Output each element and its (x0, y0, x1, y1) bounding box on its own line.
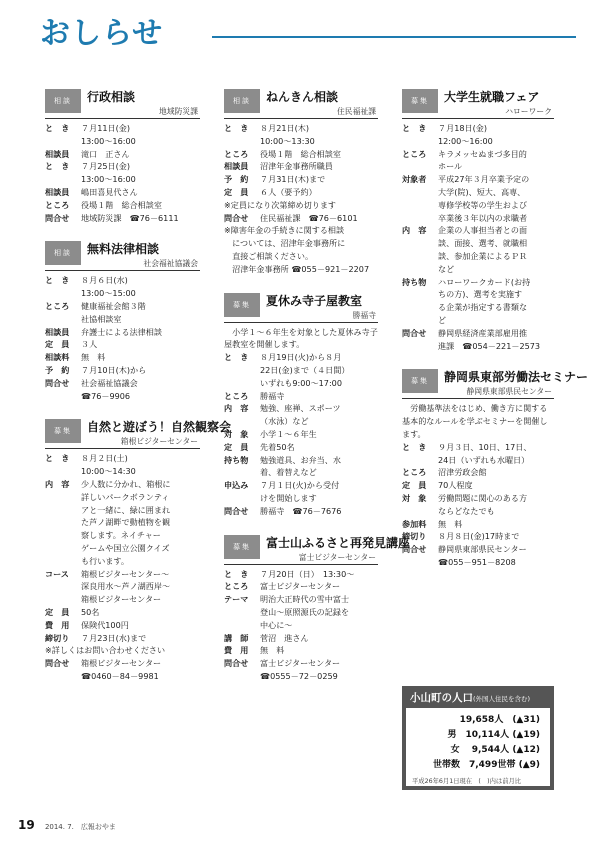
info-value: ３人 (81, 339, 98, 350)
info-label: 内 容 (402, 225, 427, 236)
info-row (224, 402, 378, 428)
info-value: ７月31日(木)まで (260, 174, 326, 185)
population-households: 世帯数 7,499世帯 (▲9) (432, 760, 540, 770)
section-muryo-houritsu (45, 238, 200, 402)
info-value: 社会福祉協議会 ☎76－9906 (81, 377, 138, 401)
info-label: 問合せ (224, 212, 249, 223)
info-value: 先着50名 (260, 441, 295, 452)
info-value: 50名 (81, 606, 100, 617)
section-nenkin-soudan (224, 86, 378, 276)
section-header (224, 532, 411, 568)
section-title: 無料法律相談 (87, 242, 160, 257)
column-middle (224, 86, 411, 697)
section-daigakusei-fair (402, 86, 554, 352)
section-note: ※定員になり次第締め切ります (224, 199, 337, 210)
info-value: 健康福祉会館３階 社協相談室 (81, 300, 146, 324)
info-value: 滝口 正さん (81, 148, 130, 159)
population-male: 男 10,114人 (▲19) (447, 730, 540, 740)
info-row (224, 441, 378, 454)
info-value: ８月２日(土) 10:00～14:30 (81, 453, 136, 477)
info-value: 富士ビジターセンター ☎0555－72－0259 (260, 658, 341, 681)
info-row (45, 274, 200, 300)
info-value: ６人（要予約） (260, 186, 317, 197)
population-stats (406, 708, 550, 786)
info-label: 定 員 (402, 480, 427, 491)
info-label: ところ (45, 300, 70, 311)
info-label: 定 員 (45, 606, 70, 617)
info-label: ところ (402, 148, 427, 159)
category-tag: 募集 (224, 535, 260, 559)
info-label: と き (45, 123, 70, 133)
page-number: 19 (18, 818, 35, 832)
section-fujisan-kouza (224, 532, 411, 683)
info-value: 明治大正時代の雪中富士 登山～原照源氏の記録を 中心に～ (260, 594, 350, 630)
info-label: 締切り (45, 632, 70, 643)
section-header (45, 416, 232, 452)
info-value: 嶋田喜見代さん (81, 186, 138, 197)
info-value: 役場１階 総合相談室 (260, 148, 341, 159)
section-title: 静岡県東部労働法セミナー (444, 370, 589, 385)
info-value: 小学１～６年生 (260, 428, 317, 439)
info-label: 申込み (224, 480, 249, 491)
info-row (224, 454, 378, 480)
info-label: と き (45, 453, 70, 464)
info-value: 箱根ビジターセンター ☎0460－84－9981 (81, 658, 162, 681)
info-label: 対 象 (224, 428, 249, 439)
info-label: 相談員 (45, 186, 70, 197)
info-value: 役場１階 総合相談室 (81, 199, 162, 210)
section-organizer: 地域防災課 (159, 107, 198, 116)
info-row (45, 199, 200, 212)
info-value: ９月３日、10日、17日、 24日（いずれも水曜日） (438, 441, 532, 465)
population-female: 女 9,544人 (▲12) (450, 745, 540, 755)
info-label: コース (45, 568, 69, 579)
info-label: ところ (224, 581, 249, 592)
info-row (224, 568, 378, 581)
info-row (45, 212, 200, 225)
section-title: 自然と遊ぼう！自然観察会 (87, 420, 232, 435)
info-value: 70人程度 (438, 480, 473, 491)
info-label: 相談員 (45, 326, 70, 337)
section-title: 大学生就職フェア (444, 90, 540, 104)
info-row (402, 224, 554, 275)
info-label: 相談員 (45, 148, 70, 159)
info-row (224, 657, 378, 683)
info-value: ７月25日(金) 13:00～16:00 (81, 161, 136, 185)
info-row (224, 351, 378, 389)
section-note: ※詳しくはお問い合わせください (45, 645, 166, 656)
info-label: と き (224, 568, 249, 579)
info-label: 締切り (402, 531, 427, 542)
section-organizer: 箱根ビジターセンター (120, 437, 198, 447)
info-label: 定 員 (224, 186, 249, 197)
info-label: ところ (224, 148, 249, 159)
info-row (224, 428, 378, 441)
info-value: 無 料 (260, 645, 285, 656)
column-right (402, 86, 589, 583)
population-subtitle: (外国人住民を含む) (473, 695, 531, 703)
info-label: 対象者 (402, 174, 427, 185)
info-value: 沼津労政会館 (438, 467, 487, 478)
population-note: 平成26年6月1日現在 ( )内は前月比 (412, 778, 522, 785)
info-value: 平成27年３月卒業予定の 大学(院)、短大、高専、 専修学校等の学生および 卒業後３年以内の求職者 (438, 174, 530, 223)
section-organizer: 勝福寺 (352, 310, 376, 320)
info-value: ８月21日(木) 10:00～13:30 (260, 123, 315, 146)
info-label: と き (402, 441, 427, 452)
info-row (402, 518, 554, 531)
info-row (402, 327, 554, 353)
info-value: 勉強道具、お弁当、水 着、着替えなど (260, 454, 341, 478)
info-row (402, 276, 554, 327)
info-value: 富士ビジターセンター (260, 581, 341, 592)
section-header (224, 290, 378, 326)
info-value: 労働問題に関心のある方 ならどなたでも (438, 492, 528, 516)
info-row (45, 452, 200, 478)
info-label: ところ (45, 199, 70, 210)
info-value: ７月20日（日） 13:30～ (260, 568, 355, 579)
info-value: ７月10日(木)から (81, 364, 147, 375)
info-row (402, 492, 554, 518)
info-value: 勉強、座禅、スポーツ （水泳）など (260, 403, 341, 427)
info-value: 保険代100円 (81, 619, 129, 630)
info-row (224, 186, 378, 199)
section-shizen-kansatsu (45, 416, 232, 682)
info-row (224, 644, 378, 657)
info-row (45, 632, 200, 645)
info-label: 問合せ (224, 505, 249, 516)
info-row (45, 568, 200, 606)
info-row (402, 543, 554, 569)
section-gyosei-soudan (45, 86, 200, 224)
info-value: 住民福祉課 ☎76－6101 (260, 212, 358, 223)
info-value: ７月１日(火)から受付 けを開始します (260, 480, 340, 503)
section-title: 行政相談 (87, 90, 136, 104)
info-value: 静岡県東部県民センター ☎055－951－8208 (438, 544, 527, 567)
population-total: 19,658人 (▲31) (459, 715, 540, 725)
info-label: 費 用 (224, 645, 249, 656)
info-value: ７月18日(金) 12:00～16:00 (438, 123, 493, 146)
info-value: 菅沼 進さん (260, 632, 309, 643)
info-label: 定 員 (224, 441, 249, 452)
section-organizer: 住民福祉課 (337, 107, 376, 116)
info-label: 問合せ (45, 658, 70, 669)
info-value: ７月11日(金) 13:00～16:00 (81, 123, 136, 146)
info-row (45, 619, 200, 632)
section-rule (224, 322, 378, 323)
info-label: 予 約 (224, 174, 249, 185)
population-title: 小山町の人口(外国人住民を含む) (410, 692, 531, 704)
info-label: と き (224, 123, 249, 133)
info-label: と き (224, 352, 249, 363)
info-row (45, 377, 200, 403)
section-title: ねんきん相談 (266, 90, 339, 104)
info-row (224, 148, 378, 161)
section-header (45, 238, 200, 274)
section-rule (45, 270, 200, 271)
category-tag: 相談 (45, 241, 81, 265)
info-row (45, 606, 200, 619)
info-row (402, 173, 554, 224)
info-row (224, 173, 378, 186)
info-label: 問合せ (45, 377, 70, 388)
info-label: 内 容 (45, 478, 70, 489)
info-label: テーマ (224, 594, 249, 605)
info-value: キラメッセぬまづ多目的 ホール (438, 148, 527, 172)
info-row (224, 122, 378, 148)
info-value: ８月19日(火)から８月 22日(金)まで（４日間） いずれも9:00～17:00 (260, 352, 350, 388)
section-rule (402, 398, 554, 399)
info-row (224, 390, 378, 403)
info-row (45, 326, 200, 339)
info-value: ８月８日(金)17時まで (438, 531, 520, 542)
section-title: 富士山ふるさと再発見講座 (266, 535, 411, 550)
issue-label: 2014. 7. 広報おやま (44, 823, 116, 831)
info-row (402, 466, 554, 479)
title-rule (212, 36, 576, 38)
category-tag: 相談 (224, 89, 260, 113)
info-value: 無 料 (438, 518, 463, 529)
section-note: ※障害年金の手続きに関する相談 については、沼津年金事務所に 直接ご相談ください。 沼津年金事務所 ☎055－921－2207 (224, 225, 370, 274)
section-rule (224, 564, 378, 565)
info-label: 参加料 (402, 518, 427, 529)
section-organizer: ハローワーク (505, 107, 552, 116)
info-value: 弁護士による法律相談 (81, 326, 162, 337)
category-tag: 募集 (224, 293, 260, 317)
info-label: 講 師 (224, 632, 249, 643)
section-organizer: 静岡県東部県民センター (466, 387, 552, 397)
info-label: 問合せ (45, 212, 70, 223)
info-row (402, 479, 554, 492)
info-label: と き (45, 275, 70, 286)
info-row (224, 160, 378, 173)
info-row (402, 530, 554, 543)
info-label: 費 用 (45, 619, 70, 630)
info-label: 予 約 (45, 364, 70, 375)
category-tag: 相談 (45, 89, 81, 113)
section-terakoya (224, 290, 378, 518)
info-label: 問合せ (224, 658, 249, 669)
info-row (45, 186, 200, 199)
info-value: 地域防災課 ☎76－6111 (81, 212, 179, 223)
section-roudouhou-seminar (402, 366, 589, 568)
info-value: 無 料 (81, 352, 106, 363)
section-rule (45, 448, 200, 449)
info-label: 定 員 (45, 339, 70, 350)
info-row (224, 580, 378, 593)
info-label: 問合せ (402, 327, 427, 338)
info-row (45, 122, 200, 148)
info-row (45, 160, 200, 186)
info-value: ７月23日(水)まで (81, 632, 147, 643)
section-rule (224, 118, 378, 119)
info-label: ところ (402, 467, 427, 478)
info-value: 企業の人事担当者との面 談、面接、選考、就職相 談、参加企業によるＰＲ など (438, 225, 528, 274)
info-row (45, 657, 200, 683)
section-title: 夏休み寺子屋教室 (266, 293, 363, 308)
section-rule (45, 118, 200, 119)
section-header (224, 86, 378, 122)
section-rule (402, 118, 554, 119)
category-tag: 募集 (45, 419, 81, 443)
page-header (40, 14, 576, 54)
section-intro: 小学１～６年生を対象とした夏休み寺子屋教室を開催します。 (224, 326, 378, 350)
info-value: 少人数に分かれ、箱根に 詳しいパークボランティ アと一緒に、緑に囲まれ た芦ノ湖畔で動植物を観 察します。ネイチャー ゲームや国立公園クイズ も行います。 (81, 478, 171, 566)
info-label: 持ち物 (402, 276, 427, 287)
info-value: ８月６日(水) 13:00～15:00 (81, 275, 136, 299)
section-organizer: 富士ビジターセンター (298, 552, 376, 562)
info-row (402, 122, 554, 148)
info-value: 勝福寺 (260, 390, 285, 401)
population-box (402, 686, 554, 790)
info-row (402, 148, 554, 174)
category-tag: 募集 (402, 369, 438, 393)
info-label: 対 象 (402, 492, 427, 503)
section-header (402, 86, 554, 122)
page-title: おしらせ (40, 16, 164, 51)
info-row (45, 478, 200, 568)
info-row (45, 351, 200, 364)
info-label: と き (45, 161, 70, 172)
info-label: 相談料 (45, 352, 70, 363)
info-row (224, 593, 378, 631)
info-label: ところ (224, 390, 249, 401)
column-left (45, 86, 232, 697)
info-value: ハローワークカード(お持 ちの方)、選考を実施す る企業が指定する書類な ど (438, 276, 531, 325)
info-label: と き (402, 123, 427, 133)
info-row (224, 632, 378, 645)
section-header (402, 366, 589, 402)
info-row (45, 338, 200, 351)
info-row (45, 148, 200, 161)
category-tag: 募集 (402, 89, 438, 113)
section-organizer: 社会福祉協議会 (143, 259, 198, 269)
section-intro: 労働基準法をはじめ、働き方に関する基本的なルールを学ぶセミナーを開催します。 (402, 403, 548, 439)
section-header (45, 86, 200, 122)
info-row (224, 505, 378, 518)
info-label: 内 容 (224, 403, 249, 414)
info-row (402, 441, 554, 467)
info-row (224, 479, 378, 505)
info-value: 沼津年金事務所職員 (260, 161, 333, 172)
info-value: 箱根ビジターセンター～ 深良用水～芦ノ湖西岸～ 箱根ビジターセンター (81, 568, 171, 605)
info-row (224, 212, 378, 225)
info-row (45, 364, 200, 377)
info-label: 持ち物 (224, 454, 249, 465)
info-label: 相談員 (224, 161, 249, 172)
info-label: 問合せ (402, 544, 427, 555)
info-row (45, 300, 200, 326)
info-value: 勝福寺 ☎76－7676 (260, 505, 342, 516)
info-value: 静岡県経済産業部雇用推 進課 ☎054－221－2573 (438, 327, 541, 351)
page-footer (18, 818, 116, 832)
